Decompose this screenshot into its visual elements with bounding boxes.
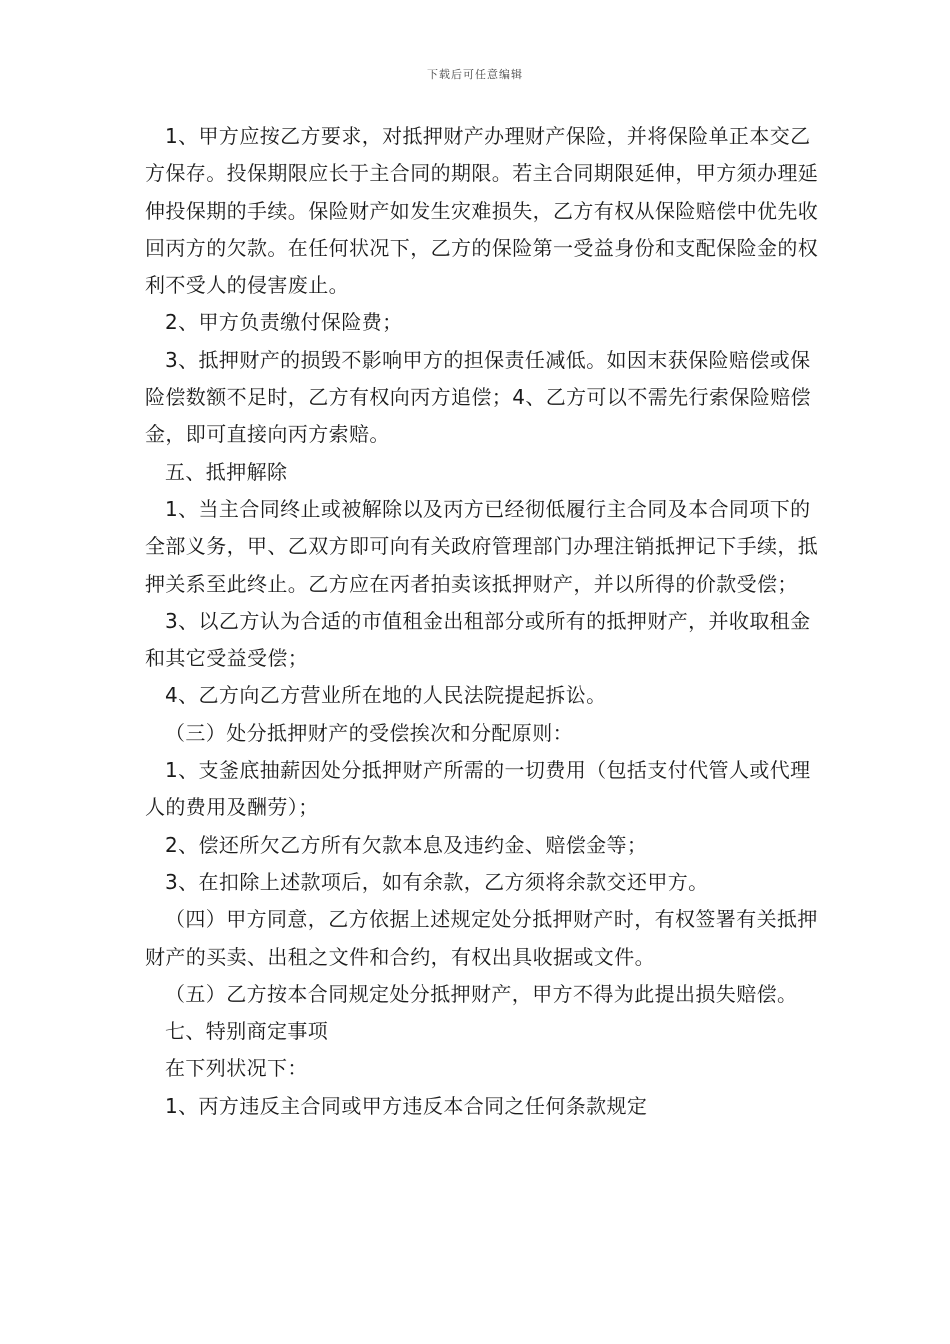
paragraph-order-1: 1、支釜底抽薪因处分抵押财产所需的一切费用（包括支付代管人或代理人的费用及酬劳）； bbox=[145, 758, 811, 820]
section-heading-release: 五、抵押解除 bbox=[165, 459, 288, 484]
paragraph-release-4: 4、乙方向乙方营业所在地的人民法院提起拆讼。 bbox=[165, 683, 607, 708]
page-header: 下载后可任意编辑 bbox=[427, 68, 523, 81]
paragraph-special-intro: 在下列状况下： bbox=[165, 1056, 308, 1081]
paragraph-release-3: 3、以乙方认为合适的市值租金出租部分或所有的抵押财产，并收取租金和其它受益受偿； bbox=[145, 608, 811, 671]
paragraph-insurance-1: 1、甲方应按乙方要求，对抵押财产办理财产保险，并将保险单正本交乙方保存。投保期限应长于主合同的期限。若主合同期限延伸，甲方须办理延伸投保期的手续。保险财产如发生灾难损失，乙方有权从保险赔偿中优先收回丙方的欠款。在任何状况下，乙方的保险第一受益身份和支配保险金的权利不受人的侵害废止。 bbox=[145, 124, 819, 298]
paragraph-special-1: 1、丙方违反主合同或甲方违反本合同之任何条款规定 bbox=[165, 1093, 648, 1118]
paragraph-clause-4: （四）甲方同意，乙方依据上述规定处分抵押财产时，有权签署有关抵押财产的买卖、出租之文件和合约，有权出具收据或文件。 bbox=[145, 907, 818, 969]
paragraph-insurance-3: 3、抵押财产的损毁不影响甲方的担保责任减低。如因末获保险赔偿或保险偿数额不足时，乙方有权向丙方追偿；4、乙方可以不需先行索保险赔偿金，即可直接向丙方索赔。 bbox=[145, 347, 811, 447]
paragraph-release-1: 1、当主合同终止或被解除以及丙方已经彻低履行主合同及本合同项下的全部义务，甲、乙双方即可向有关政府管理部门办理注销抵押记下手续，抵押关系至此终止。乙方应在丙者拍卖该抵押财产，并以所得的价款受偿； bbox=[145, 496, 819, 596]
document-body bbox=[145, 118, 825, 1125]
paragraph-order-3: 3、在扣除上述款项后，如有余款，乙方须将余款交还甲方。 bbox=[165, 869, 709, 894]
paragraph-insurance-2: 2、甲方负责缴付保险费； bbox=[165, 310, 403, 335]
section-heading-special: 七、特别商定事项 bbox=[165, 1019, 329, 1044]
section-heading-order: （三）处分抵押财产的受偿挨次和分配原则： bbox=[165, 720, 573, 745]
paragraph-order-2: 2、偿还所欠乙方所有欠款本息及违约金、赔偿金等； bbox=[165, 832, 648, 857]
paragraph-clause-5: （五）乙方按本合同规定处分抵押财产，甲方不得为此提出损失赔偿。 bbox=[165, 981, 798, 1006]
